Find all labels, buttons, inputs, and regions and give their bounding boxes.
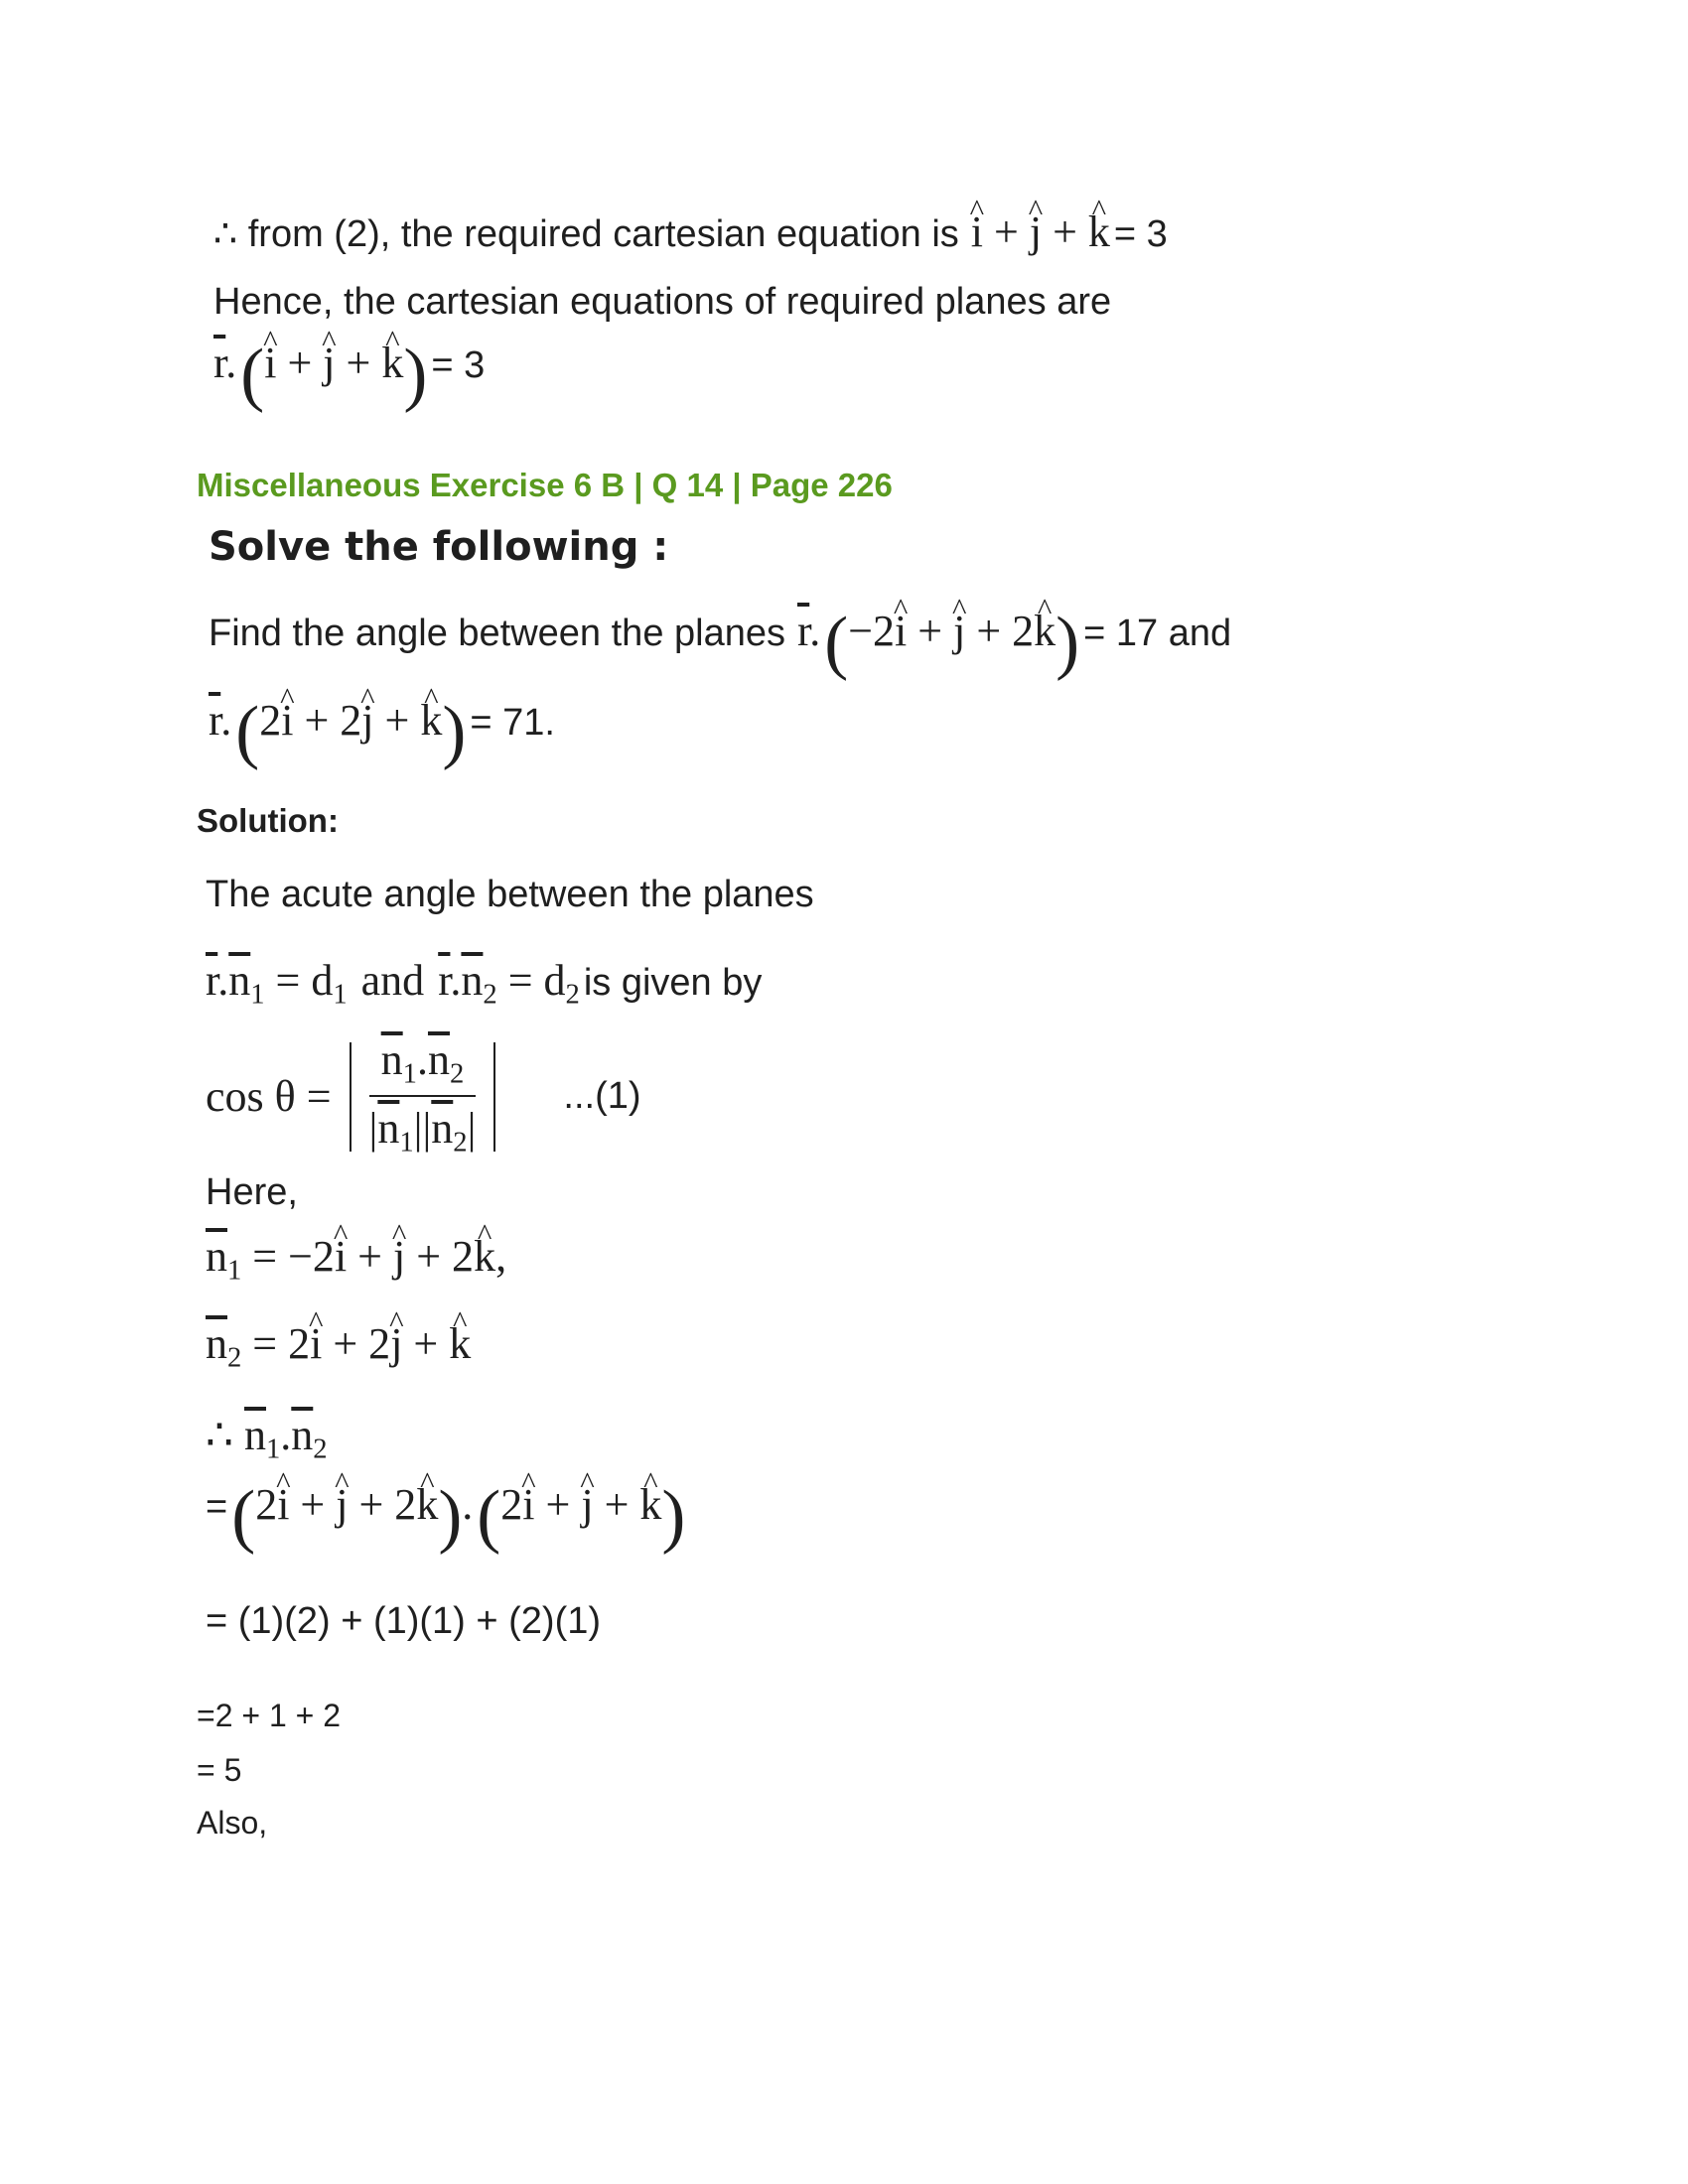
dot-product-lhs: ∴ $\overline{n}_1.\overline{n}_2$	[206, 1411, 328, 1465]
given-by-text: is given by	[583, 962, 763, 1004]
abs-bar-left	[350, 1042, 352, 1152]
cartesian-equation-line	[213, 206, 1168, 257]
solution-intro: The acute angle between the planes	[206, 874, 814, 915]
n1-definition: $\overline{n}_1 = -2i$ ^ + j ^ + 2k ^,	[206, 1231, 506, 1288]
equals-three: = 3	[1113, 213, 1168, 255]
equation-reference: ...(1)	[563, 1075, 641, 1118]
cartesian-equation-text: ∴ from (2), the required cartesian equation is	[213, 213, 959, 255]
also-text: Also,	[197, 1805, 268, 1841]
question-line-2: $\overline{r}$. (2i ^ + 2j ^ + k ^) = 71.	[209, 695, 555, 766]
equals-three-vector: = 3	[431, 344, 486, 386]
solution-label: Solution:	[197, 802, 339, 839]
product-terms: = (1)(2) + (1)(1) + (2)(1)	[206, 1600, 602, 1642]
hence-line: Hence, the cartesian equations of required planes are	[213, 281, 1112, 323]
question-source-heading: Miscellaneous Exercise 6 B | Q 14 | Page 226	[197, 467, 893, 503]
sum-result: = 5	[197, 1752, 242, 1788]
vector-plane-equation: $\overline{r}$. (i ^ + j ^ + k ^) = 3	[213, 338, 485, 409]
n2-definition: $\overline{n}_2 = 2i$ ^ + 2j ^ + k ^	[206, 1318, 471, 1375]
abs-bar-right	[493, 1042, 495, 1152]
plane-one-normal: −2i ^ + j ^ + 2k ^	[848, 607, 1055, 655]
question-line-1: Find the angle between the planes $\overline{r}$. (−2i ^ + j ^ + 2k ^) = 17 and	[209, 606, 1231, 677]
dot-product-expansion: = (2i ^ + j ^ + 2k ^). (2i ^ + j ^ + k ^)	[206, 1479, 685, 1551]
rhs-seventeen: = 17 and	[1083, 613, 1232, 654]
prompt-heading: Solve the following :	[209, 524, 669, 570]
cos-theta-formula: cos θ = $\frac{\overline{n}_1.\overline{n}_2}{|\overline{n}_1||\overline{n}_2|}$ ...(1)	[206, 1035, 641, 1159]
equals-sign: =	[206, 1486, 228, 1528]
rhs-seventy-one: = 71.	[470, 702, 555, 744]
here-text: Here,	[206, 1171, 298, 1213]
general-plane-equations: $\overline{r}.\overline{n}_1 = d_1$ and $\overline{r}.\overline{n}_2 = d_2$ is given by	[206, 956, 763, 1011]
fraction: $\frac{\overline{n}_1.\overline{n}_2}{|\overline{n}_1||\overline{n}_2|}$	[368, 1035, 477, 1159]
and-word: and	[360, 956, 425, 1005]
question-text: Find the angle between the planes	[209, 613, 785, 654]
plane-two-normal: 2i ^ + 2j ^ + k ^	[259, 696, 442, 745]
ijk-expression: i ^ + j ^ + k ^	[971, 207, 1110, 256]
sum-terms: =2 + 1 + 2	[197, 1698, 342, 1733]
